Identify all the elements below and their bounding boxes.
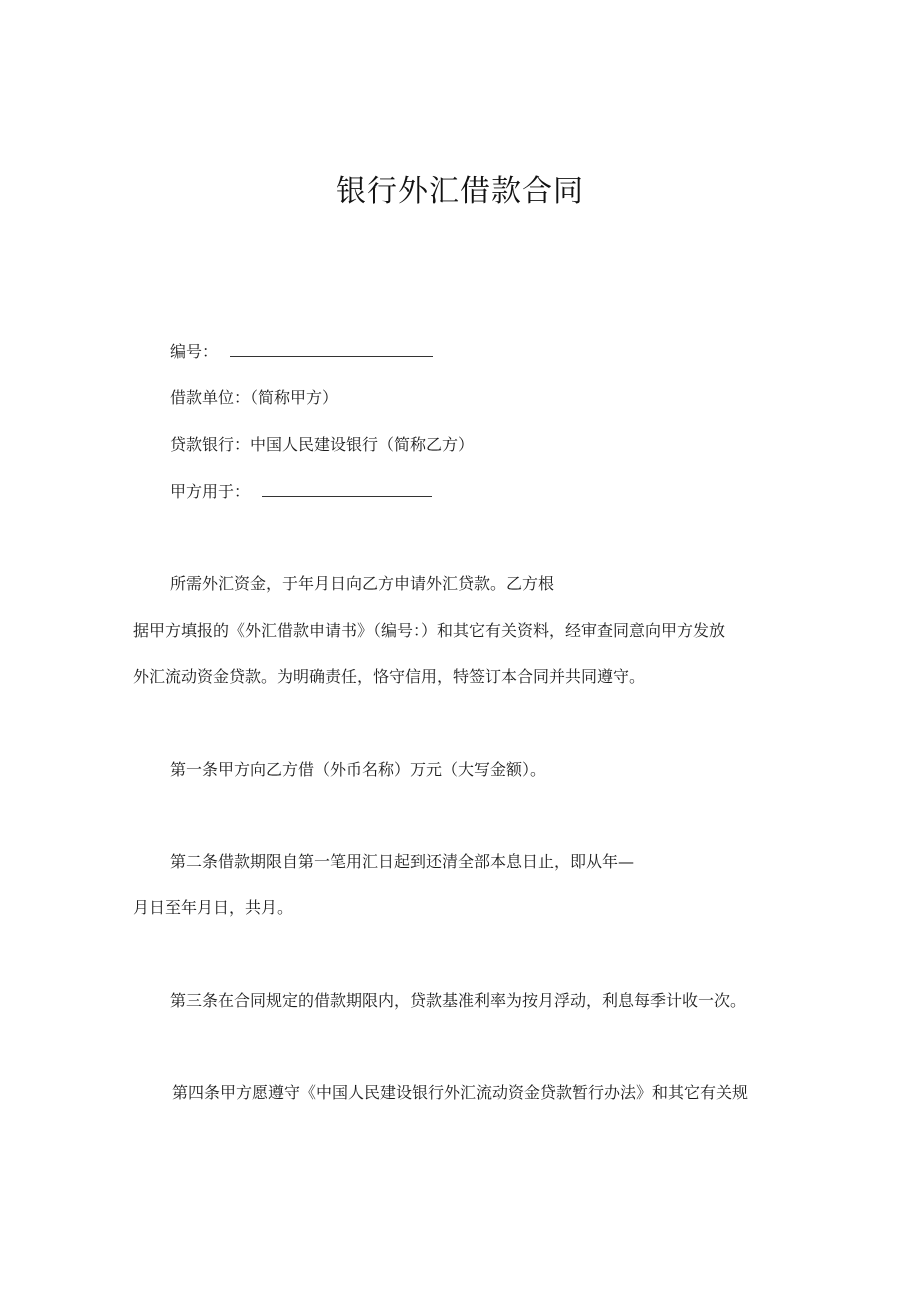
article-4-line-1: 第四条甲方愿遵守《中国人民建设银行外汇流动资金贷款暂行办法》和其它有关规 [172,1083,749,1102]
lender-field: 贷款银行：中国人民建设银行（简称乙方） [170,435,475,454]
number-field [170,342,433,362]
article-2-line-2: 月日至年月日，共月。 [133,898,294,917]
article-2-line-1: 第二条借款期限自第一笔用汇日起到还清全部本息日止，即从年— [170,852,635,871]
number-label: 编号： [170,342,219,361]
number-blank-line [230,342,433,357]
purpose-blank-line [262,482,432,497]
purpose-field [170,482,432,502]
purpose-label: 甲方用于： [170,482,251,501]
intro-line-3: 外汇流动资金贷款。为明确责任，恪守信用，特签订本合同并共同遵守。 [133,667,646,686]
document-title: 银行外汇借款合同 [336,174,584,209]
article-3: 第三条在合同规定的借款期限内，贷款基准利率为按月浮动，利息每季计收一次。 [170,991,747,1010]
article-1: 第一条甲方向乙方借（外币名称）万元（大写金额）。 [170,760,547,779]
intro-line-1: 所需外汇资金，于年月日向乙方申请外汇贷款。乙方根 [170,574,555,593]
intro-line-2: 据甲方填报的《外汇借款申请书》（编号：）和其它有关资料，经审查同意向甲方发放 [133,621,726,640]
borrower-field: 借款单位：（简称甲方） [170,388,339,407]
